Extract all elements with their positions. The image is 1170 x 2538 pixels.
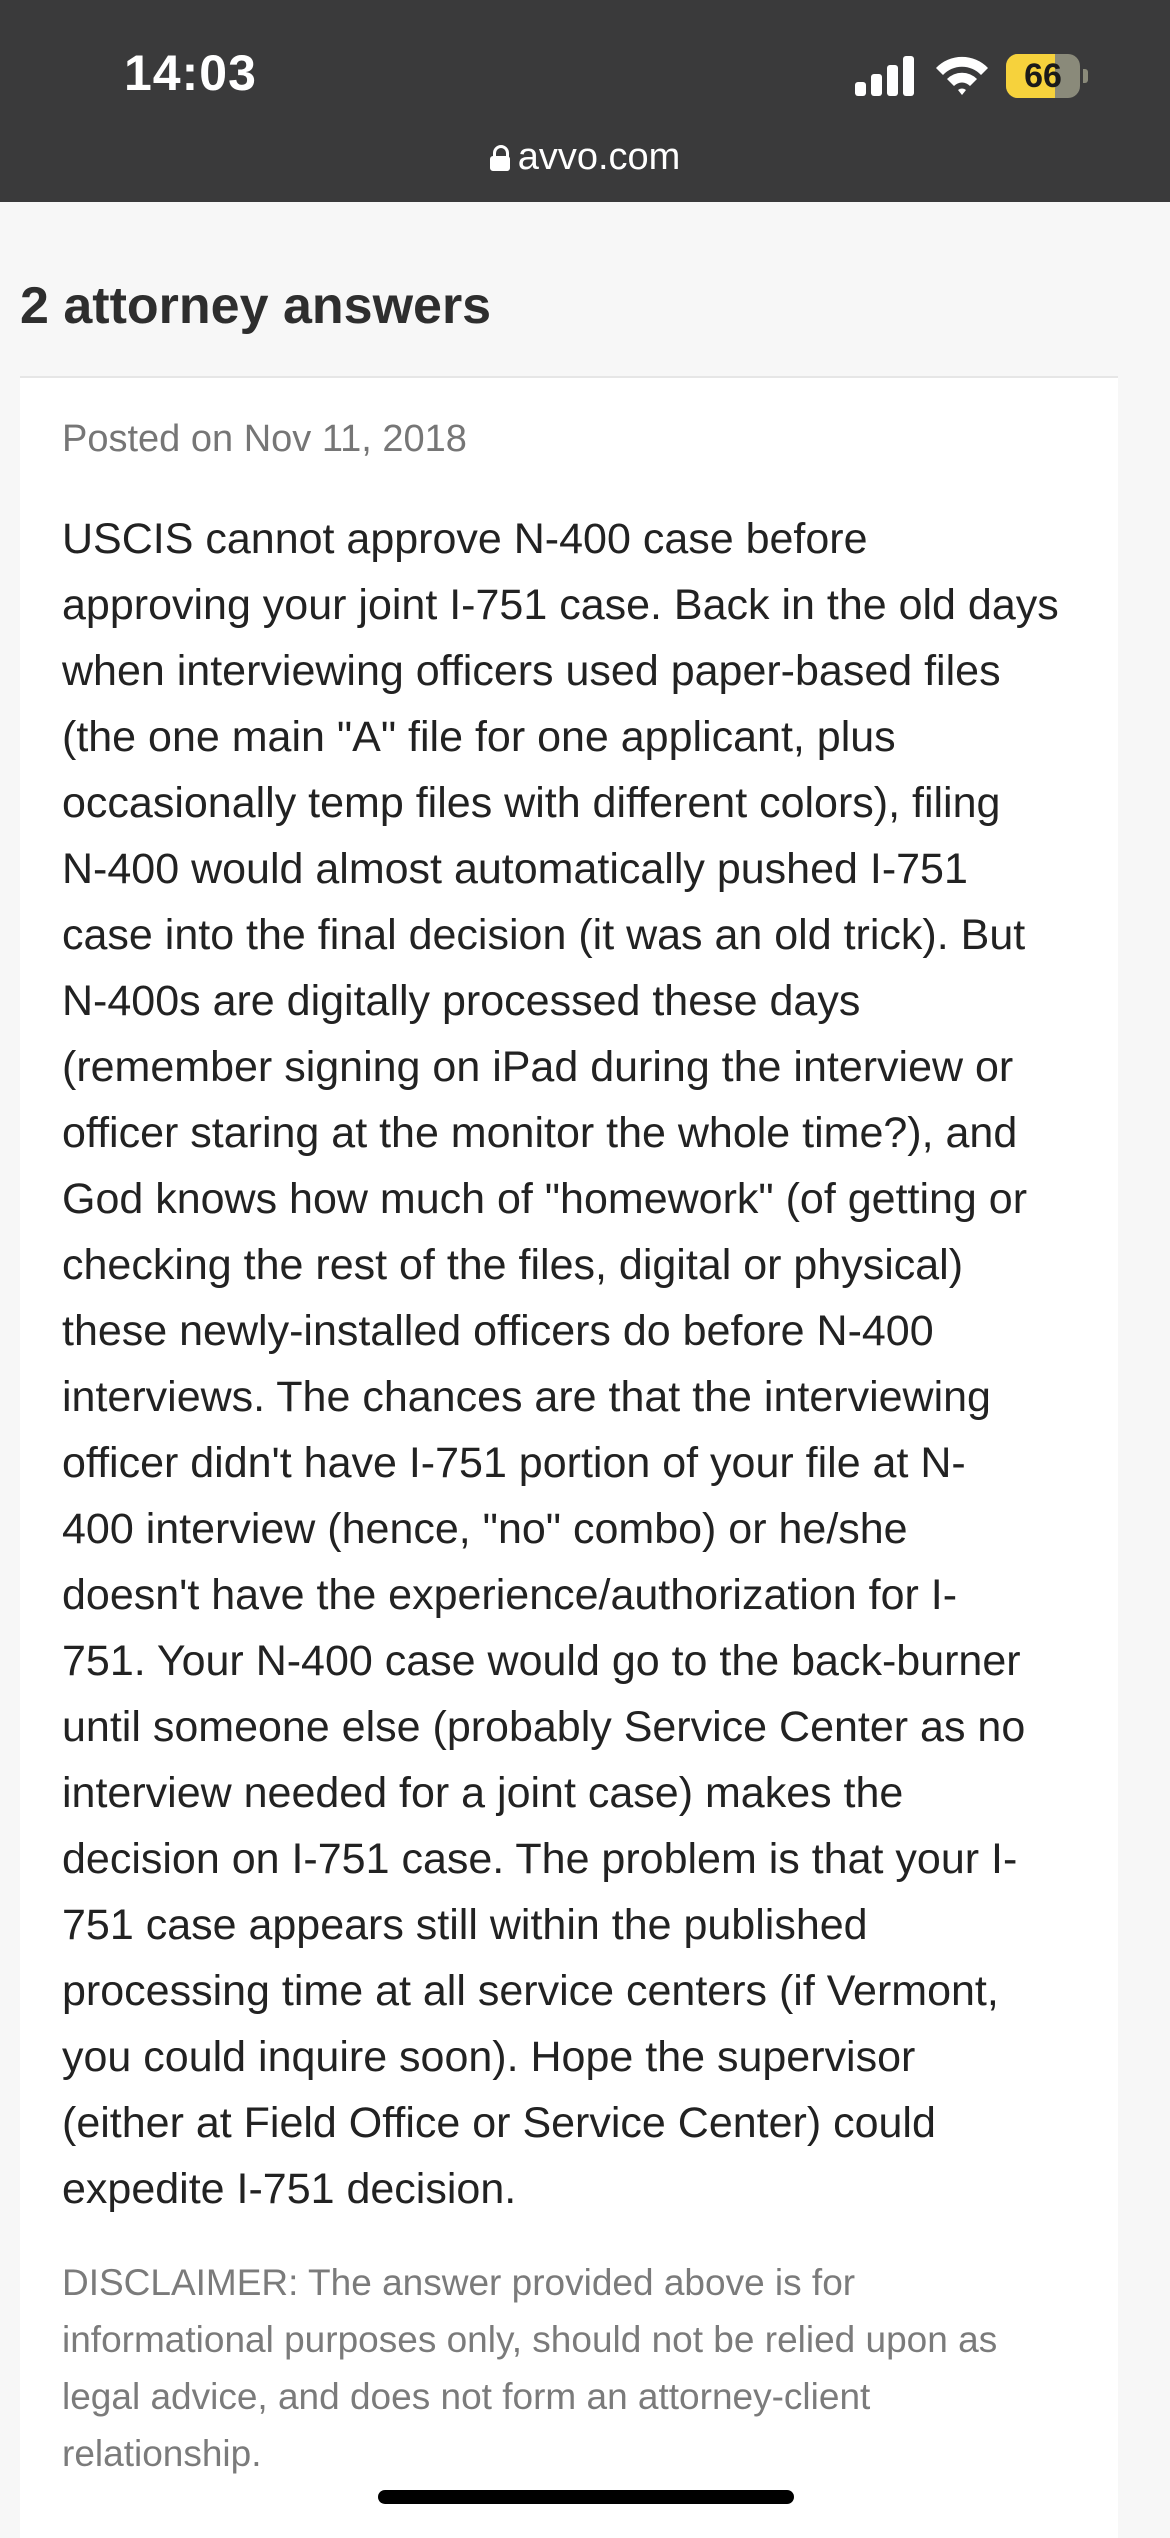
text-line: doesn't have the experience/authorization for I- — [62, 1571, 958, 1619]
text-line: N-400 would almost automatically pushed I-751 — [62, 845, 968, 893]
text-line: USCIS cannot approve N-400 case before — [62, 515, 868, 563]
text-line: officer staring at the monitor the whole time?), and — [62, 1109, 1018, 1157]
battery-body — [1006, 54, 1080, 98]
answer-body — [62, 506, 1102, 2222]
text-line: until someone else (probably Service Center as no — [62, 1703, 1026, 1751]
text-line: N-400s are digitally processed these days — [62, 977, 861, 1025]
battery-level: 66 — [1024, 57, 1062, 95]
signal-icon — [855, 56, 915, 96]
answers-heading: 2 attorney answers — [20, 277, 492, 335]
text-line: (remember signing on iPad during the interview or — [62, 1043, 1014, 1091]
text-line: decision on I-751 case. The problem is that your I- — [62, 1835, 1018, 1883]
wifi-icon — [934, 52, 990, 96]
text-line: expedite I-751 decision. — [62, 2165, 517, 2213]
text-line: these newly-installed officers do before N-400 — [62, 1307, 934, 1355]
url-text: avvo.com — [517, 136, 681, 178]
address-bar[interactable] — [0, 136, 1170, 179]
status-time: 14:03 — [124, 45, 257, 101]
text-line: legal advice, and does not form an attorney-client — [62, 2376, 871, 2417]
disclaimer — [62, 2254, 1102, 2482]
battery-icon — [1006, 54, 1084, 98]
text-line: interview needed for a joint case) makes the — [62, 1769, 904, 1817]
text-line: when interviewing officers used paper-based files — [62, 647, 1001, 695]
posted-date: Posted on Nov 11, 2018 — [62, 418, 467, 460]
text-line: (either at Field Office or Service Center) could — [62, 2099, 936, 2147]
answer-card — [20, 378, 1118, 2538]
status-bar — [0, 0, 1170, 202]
text-line: God knows how much of "homework" (of getting or — [62, 1175, 1028, 1223]
battery-cap — [1083, 69, 1088, 83]
text-line: informational purposes only, should not be relied upon as — [62, 2319, 998, 2360]
text-line: you could inquire soon). Hope the supervisor — [62, 2033, 916, 2081]
text-line: approving your joint I-751 case. Back in the old days — [62, 581, 1059, 629]
text-line: interviews. The chances are that the interviewing — [62, 1373, 991, 1421]
lock-icon — [490, 145, 510, 171]
text-line: relationship. — [62, 2433, 262, 2474]
text-line: checking the rest of the files, digital or physical) — [62, 1241, 964, 1289]
text-line: 751. Your N-400 case would go to the back-burner — [62, 1637, 1021, 1685]
text-line: 400 interview (hence, "no" combo) or he/she — [62, 1505, 908, 1553]
text-line: occasionally temp files with different colors), filing — [62, 779, 1001, 827]
text-line: 751 case appears still within the published — [62, 1901, 868, 1949]
text-line: case into the final decision (it was an old trick). But — [62, 911, 1026, 959]
text-line: DISCLAIMER: The answer provided above is for — [62, 2262, 856, 2303]
home-indicator — [378, 2490, 794, 2504]
text-line: processing time at all service centers (if Vermont, — [62, 1967, 999, 2015]
text-line: officer didn't have I-751 portion of your file at N- — [62, 1439, 966, 1487]
text-line: (the one main "A" file for one applicant, plus — [62, 713, 896, 761]
